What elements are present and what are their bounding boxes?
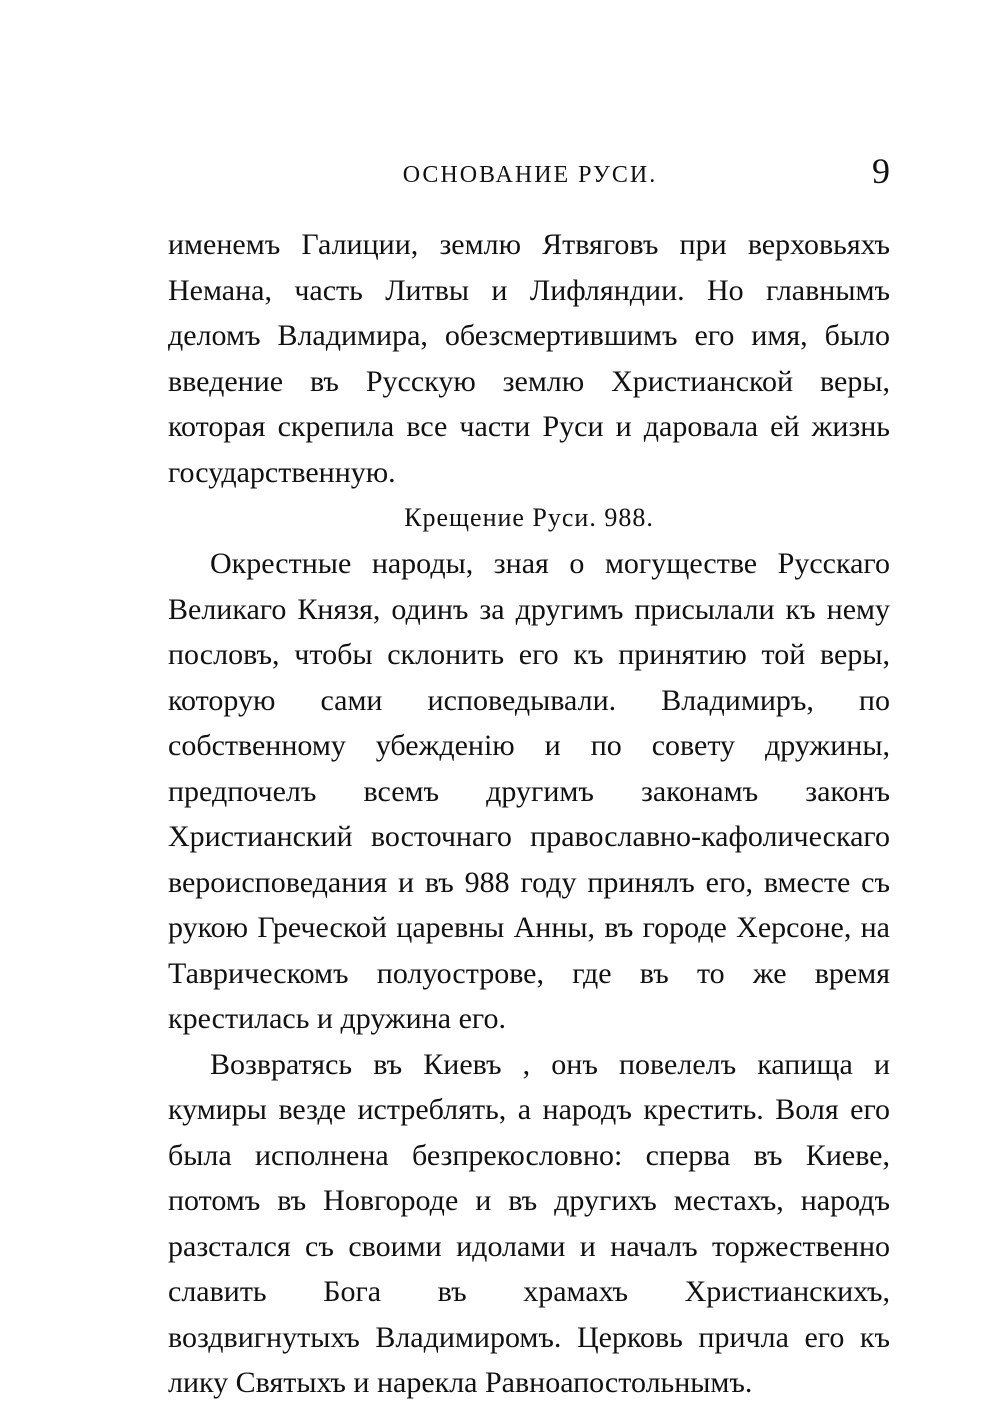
section-heading: Крещение Руси. 988. (404, 503, 654, 532)
running-head (170, 150, 890, 200)
page-number: 9 (872, 151, 890, 191)
paragraph-baptism: Окрестные народы, зная о могуществе Русскаго Великаго Князя, одинъ за другимъ присылали къ нему пословъ, чтобы склонить его къ принятию той веры, которую сами исповедывали. Владимиръ, по собственному убежденiю и по совету дружины, предпочелъ всемъ другимъ законамъ законъ Христианский восточнаго православно-кафолическаго вероисповедания и въ 988 году принялъ его, вместе съ рукою Греческой царевны Анны, въ городе Херсоне, на Таврическомъ полуострове, где въ то же время крестилась и дружина его. (168, 547, 890, 1035)
paragraph-return-to-kiev: Возвратясь въ Киевъ , онъ повелелъ капища и кумиры везде истреблять, а народъ крестить. Воля его была исполнена безпрекословно: сперва въ Киеве, потомъ въ Новгороде и въ другихъ местахъ, народъ разстался съ своими идолами и началъ торжественно славить Бога въ храмахъ Христианскихъ, воздвигнутыхъ Владимиромъ. Церковь причла его къ лику Святыхъ и нарекла Равноапостольнымъ. (168, 1047, 890, 1399)
paragraph-continuation: именемъ Галиции, землю Ятвяговъ при верховьяхъ Немана, часть Литвы и Лифляндии. Но главнымъ деломъ Владимира, обезсмертившимъ его имя, было введение въ Русскую землю Христианской веры, которая скрепила все части Руси и даровала ей жизнь государственную. (168, 228, 890, 489)
running-title: ОСНОВАНИЕ РУСИ. (402, 162, 658, 188)
body-text (168, 222, 890, 1406)
